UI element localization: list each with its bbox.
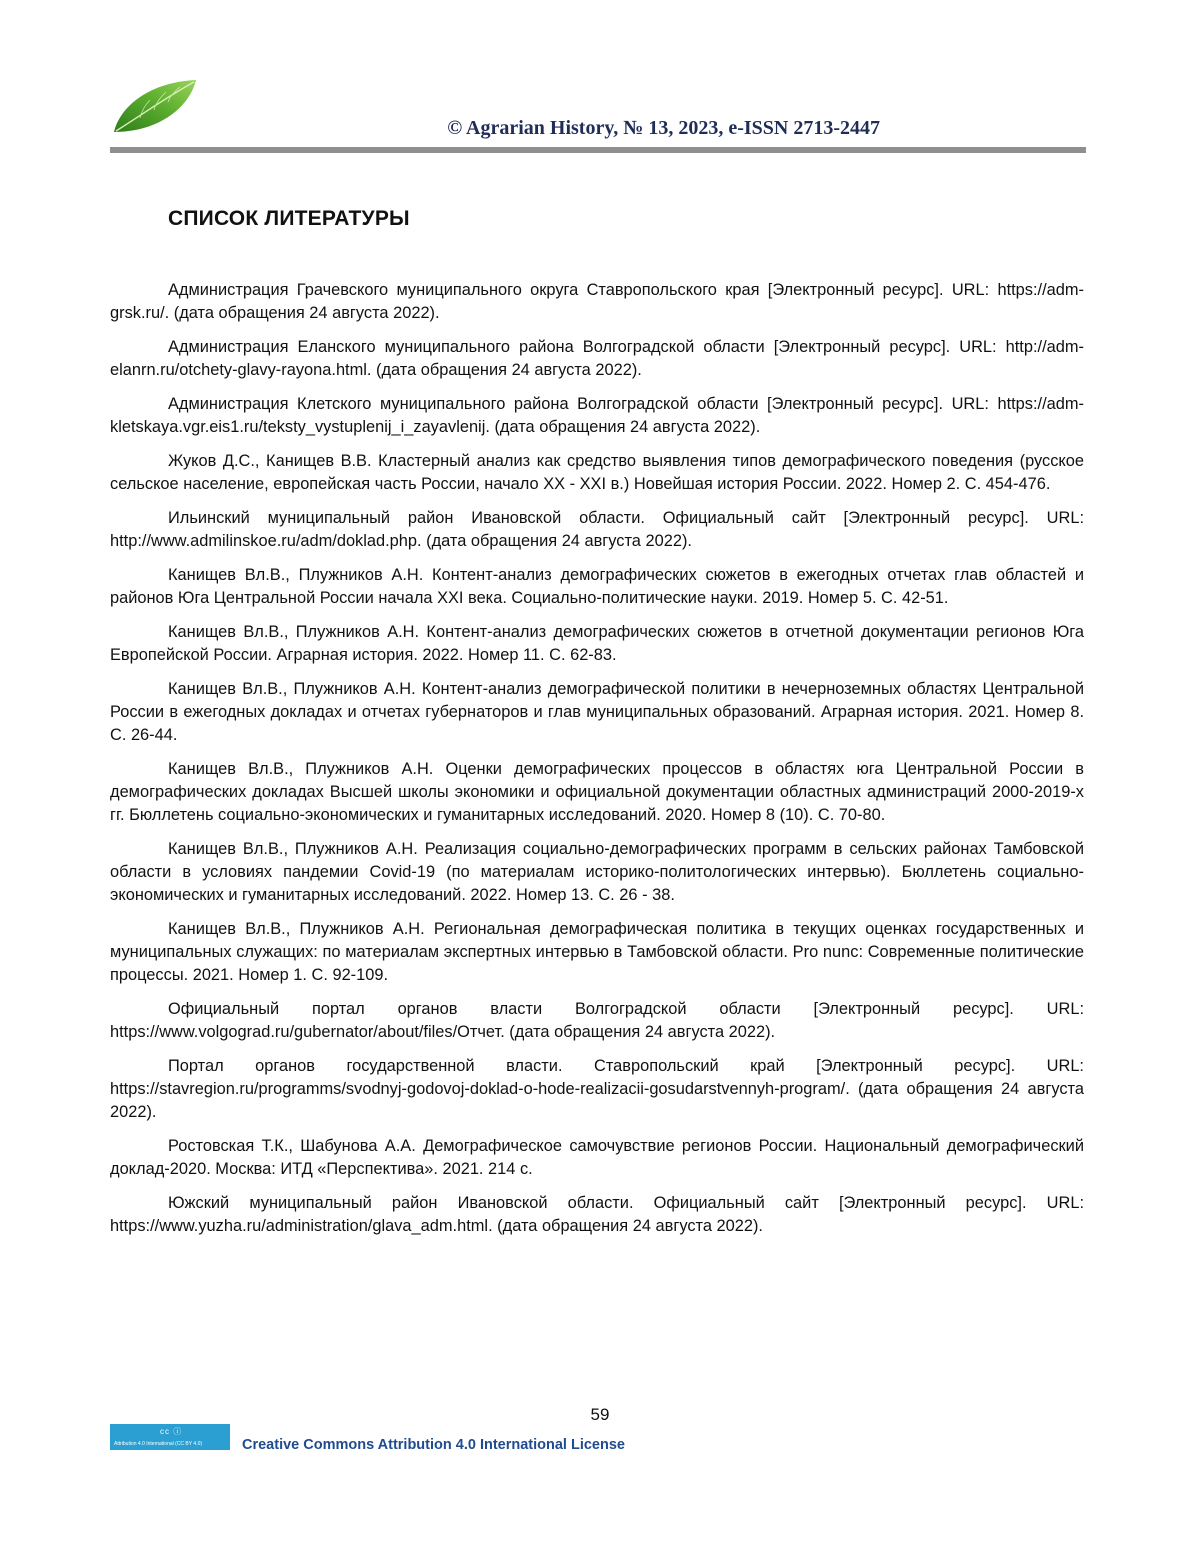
reference-list xyxy=(110,279,1084,1249)
header-divider xyxy=(110,147,1086,153)
cc-by-badge-icon[interactable] xyxy=(110,1424,230,1450)
reference-item: Канищев Вл.В., Плужников А.Н. Контент-анализ демографических сюжетов в отчетной документации регионов Юга Европейской России. Аграрная история. 2022. Номер 11. С. 62-83. xyxy=(110,623,1084,664)
section-title: СПИСОК ЛИТЕРАТУРЫ xyxy=(168,207,410,230)
journal-title: © Agrarian History, № 13, 2023, e-ISSN 2713-2447 xyxy=(447,117,880,139)
reference-item: Администрация Еланского муниципального района Волгоградской области [Электронный ресурс]. URL: http://adm-elanrn.ru/otchety-glavy-rayona.html. (дата обращения 24 августа 2022). xyxy=(110,338,1084,379)
reference-item: Администрация Клетского муниципального района Волгоградской области [Электронный ресурс]. URL: https://adm-kletskaya.vgr.eis1.ru/teksty_vystuplenij_i_zayavlenij. (дата обращения 24 августа 2022). xyxy=(110,395,1084,436)
reference-item: Администрация Грачевского муниципального округа Ставропольского края [Электронный ресурс]. URL: https://adm-grsk.ru/. (дата обращения 24 августа 2022). xyxy=(110,281,1084,322)
badge-caption: Attribution 4.0 International (CC BY 4.0) xyxy=(114,1441,203,1447)
page-number: 59 xyxy=(590,1405,610,1424)
license-text: Creative Commons Attribution 4.0 International License xyxy=(242,1437,625,1453)
reference-item: Канищев Вл.В., Плужников А.Н. Реализация социально-демографических программ в сельских районах Тамбовской области в условиях пандемии Covid-19 (по материалам историко-политологических интервью). Бюллетень социально-экономических и гуманитарных исследований. 2022. Номер 13. С. 26 - 38. xyxy=(110,840,1084,904)
reference-item: Официальный портал органов власти Волгоградской области [Электронный ресурс]. URL: https://www.volgograd.ru/gubernator/about/files/Отчет. (дата обращения 24 августа 2022). xyxy=(110,1000,1084,1041)
cc-icons: cc ⓘ xyxy=(160,1427,183,1436)
reference-item: Ростовская Т.К., Шабунова А.А. Демографическое самочувствие регионов России. Национальный демографический доклад-2020. Москва: ИТД «Перспектива». 2021. 214 с. xyxy=(110,1137,1084,1178)
reference-item: Канищев Вл.В., Плужников А.Н. Контент-анализ демографической политики в нечерноземных областях Центральной России в ежегодных докладах и отчетах губернаторов и глав муниципальных образований. Аграрная история. 2021. Номер 8. С. 26-44. xyxy=(110,680,1084,744)
reference-item: Канищев Вл.В., Плужников А.Н. Оценки демографических процессов в областях юга Центральной России в демографических докладах Высшей школы экономики и официальной документации областных администраций 2000-2019-х гг. Бюллетень социально-экономических и гуманитарных исследований. 2020. Номер 8 (10). С. 70-80. xyxy=(110,760,1084,824)
reference-item: Канищев Вл.В., Плужников А.Н. Региональная демографическая политика в текущих оценках государственных и муниципальных служащих: по материалам экспертных интервью в Тамбовской области. Pro nunc: Современные политические процессы. 2021. Номер 1. С. 92-109. xyxy=(110,920,1084,984)
reference-item: Портал органов государственной власти. Ставропольский край [Электронный ресурс]. URL: https://stavregion.ru/programms/svodnyj-godovoj-doklad-o-hode-realizacii-gosudarstvennyh-program/. (дата обращения 24 августа 2022). xyxy=(110,1057,1084,1121)
reference-item: Канищев Вл.В., Плужников А.Н. Контент-анализ демографических сюжетов в ежегодных отчетах глав областей и районов Юга Центральной России начала XXI века. Социально-политические науки. 2019. Номер 5. С. 42-51. xyxy=(110,566,1084,607)
reference-item: Ильинский муниципальный район Ивановской области. Официальный сайт [Электронный ресурс]. URL: http://www.admilinskoe.ru/adm/doklad.php. (дата обращения 24 августа 2022). xyxy=(110,509,1084,550)
reference-item: Южский муниципальный район Ивановской области. Официальный сайт [Электронный ресурс]. URL: https://www.yuzha.ru/administration/glava_adm.html. (дата обращения 24 августа 2022). xyxy=(110,1194,1084,1235)
page-header xyxy=(110,70,1086,155)
reference-item: Жуков Д.С., Канищев В.В. Кластерный анализ как средство выявления типов демографического поведения (русское сельское население, европейская часть России, начало ХХ - XXI в.) Новейшая история России. 2022. Номер 2. С. 454-476. xyxy=(110,452,1084,493)
